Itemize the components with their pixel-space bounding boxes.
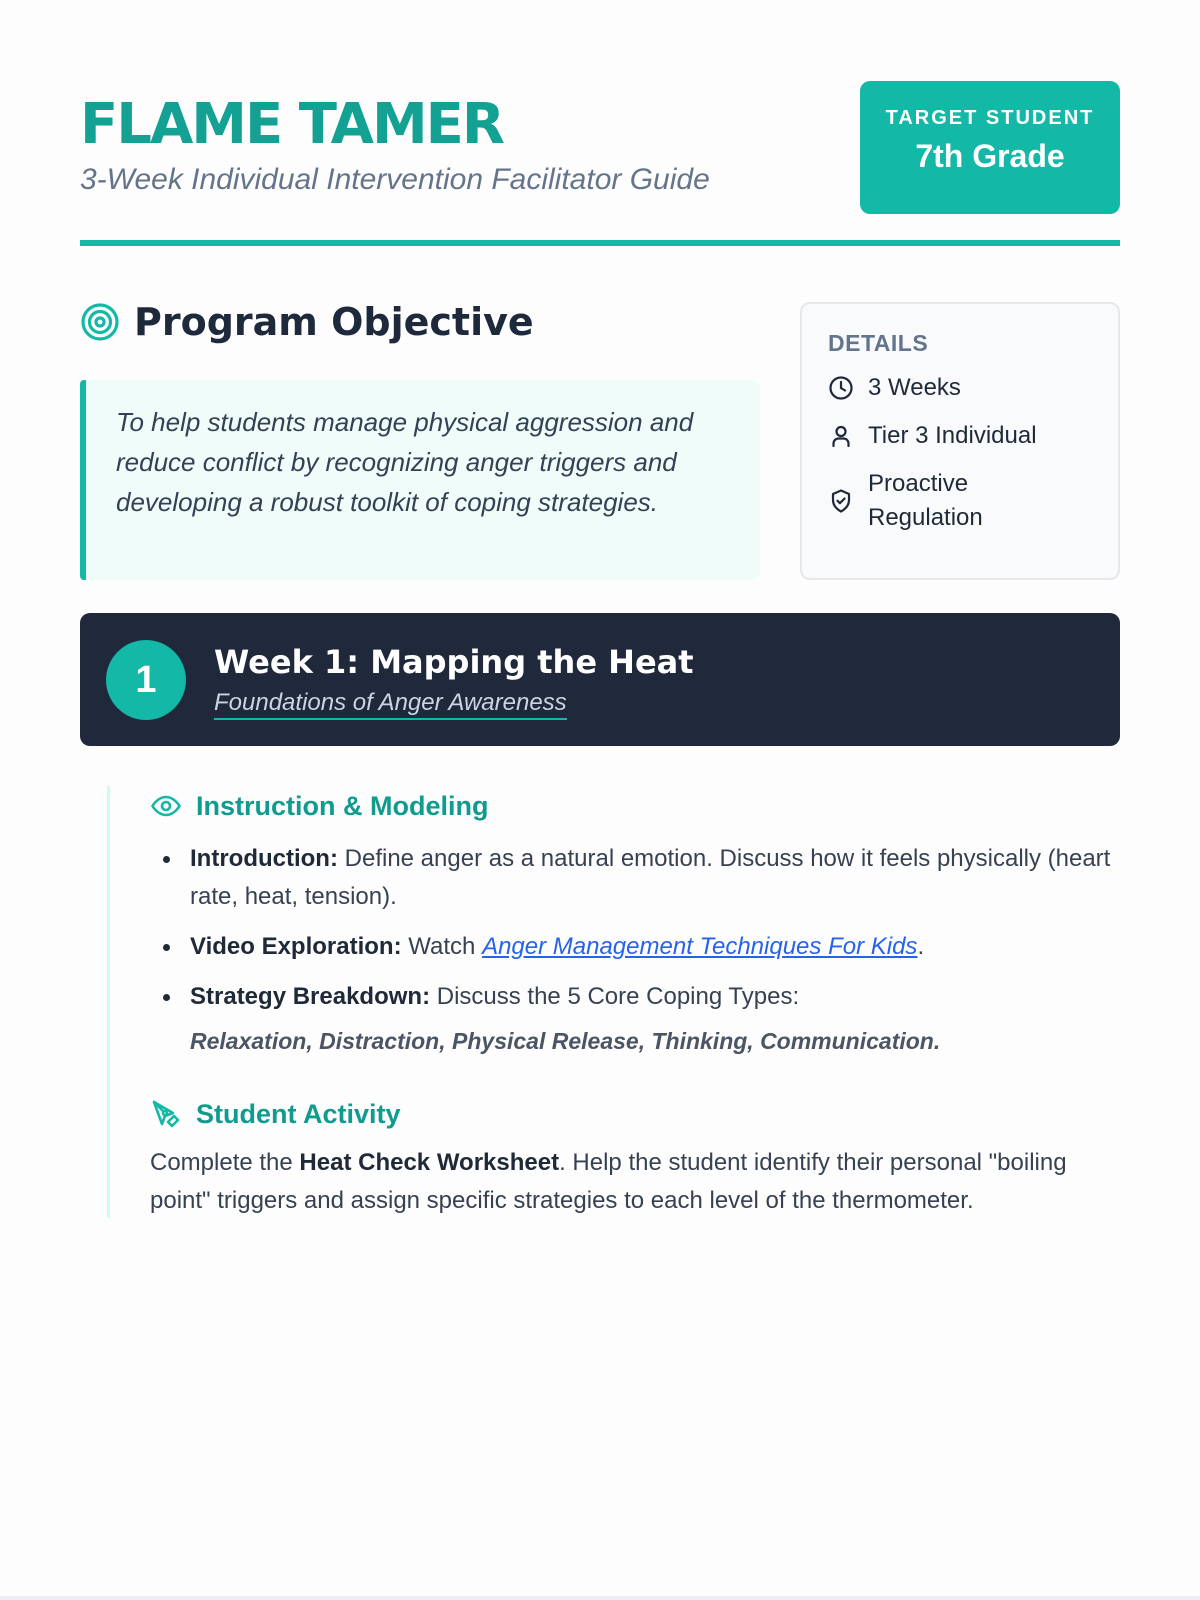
details-card <box>800 302 1120 580</box>
video-link[interactable]: Anger Management Techniques For Kids <box>482 933 918 960</box>
list-item <box>150 978 1120 1060</box>
detail-duration-text: 3 Weeks <box>868 374 961 401</box>
activity-text <box>150 1144 1110 1220</box>
objective-title: Program Objective <box>134 300 534 344</box>
week-subtitle: Foundations of Anger Awareness <box>214 689 567 720</box>
introduction-label: Introduction: <box>190 845 338 872</box>
list-item <box>150 928 1120 966</box>
objective-section <box>80 246 1120 561</box>
detail-focus <box>828 467 1092 535</box>
objective-text: To help students manage physical aggression and reduce conflict by recognizing anger triggers and developing a robust toolkit of coping strategies. <box>116 407 694 517</box>
list-item <box>150 840 1120 916</box>
activity-heading <box>150 1094 1120 1134</box>
strategy-label: Strategy Breakdown: <box>190 983 431 1010</box>
week-title: Week 1: Mapping the Heat <box>214 643 694 681</box>
page-bottom-edge <box>0 1596 1200 1600</box>
activity-title: Student Activity <box>196 1098 401 1129</box>
pen-tool-icon <box>150 1098 182 1130</box>
program-title: FLAME TAMER <box>80 92 504 157</box>
objective-heading <box>80 300 534 344</box>
target-icon <box>80 302 120 342</box>
coping-types: Relaxation, Distraction, Physical Release, Thinking, Communication. <box>190 1028 941 1054</box>
page-header <box>80 0 1120 246</box>
detail-duration <box>828 371 1092 405</box>
user-icon <box>828 423 854 449</box>
detail-focus-text: Proactive Regulation <box>868 470 983 531</box>
video-text-end: . <box>917 933 925 960</box>
target-student-badge <box>860 81 1120 214</box>
week-1-banner <box>80 613 1120 746</box>
target-student-grade: 7th Grade <box>915 138 1065 174</box>
instruction-title: Instruction & Modeling <box>196 790 489 821</box>
instruction-list <box>150 840 1120 1060</box>
worksheet-name: Heat Check Worksheet <box>299 1149 560 1176</box>
detail-tier-text: Tier 3 Individual <box>868 422 1037 449</box>
week-number-badge: 1 <box>106 640 186 720</box>
activity-text-start: Complete the <box>150 1149 300 1176</box>
video-label: Video Exploration: <box>190 933 402 960</box>
activity-text-end: . Help the student identify their personal "boiling point" triggers and assign specific strategies to each level of the thermometer. <box>150 1149 1067 1214</box>
detail-tier <box>828 419 1092 453</box>
details-title: DETAILS <box>828 330 929 356</box>
target-student-label: TARGET STUDENT <box>885 107 1095 129</box>
strategy-text: Discuss the 5 Core Coping Types: <box>430 983 800 1010</box>
video-text: Watch <box>401 933 483 960</box>
shield-check-icon <box>828 488 854 514</box>
instruction-heading <box>150 786 1120 826</box>
clock-icon <box>828 375 854 401</box>
introduction-text: Define anger as a natural emotion. Discuss how it feels physically (heart rate, heat, tension). <box>190 845 1111 910</box>
program-subtitle: 3-Week Individual Intervention Facilitator Guide <box>80 163 710 196</box>
eye-icon <box>150 790 182 822</box>
objective-callout <box>80 380 760 580</box>
week-1-content <box>107 786 1120 1218</box>
